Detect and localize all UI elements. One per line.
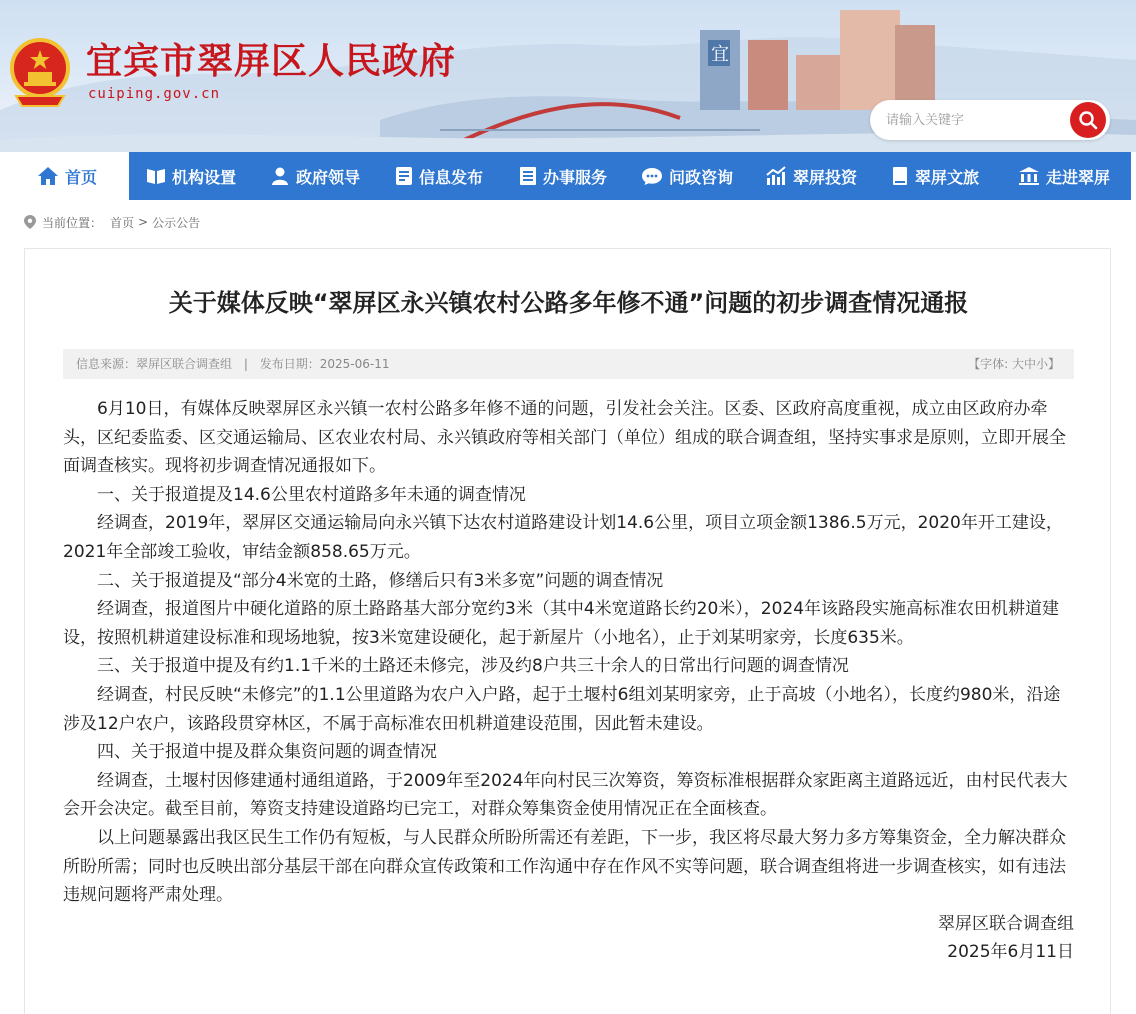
meta-divider: | [243,357,248,371]
site-domain: cuiping.gov.cn [88,86,221,102]
font-size-control[interactable]: 【字体: 大中小】 [968,357,1060,371]
document-icon [395,166,413,186]
book-icon [891,166,909,186]
location-pin-icon [24,215,36,229]
book-icon [146,167,166,185]
nav-item-label: 政府领导 [295,167,360,187]
breadcrumb-separator: > [138,215,149,229]
home-icon [37,166,59,186]
article-section-heading: 三、关于报道中提及有约1.1千米的土路还未修完，涉及约8户共三十余人的日常出行问题的调查情况 [97,656,849,677]
nav-item-label: 信息发布 [418,167,483,187]
search-input[interactable] [886,110,1066,130]
article-section-heading: 一、关于报道提及14.6公里农村道路多年未通的调查情况 [97,484,526,505]
article-paragraph: 经调查，村民反映“未修完”的1.1公里道路为农户入户路，起于土堰村6组刘某明家旁，止于高坡（小地名），长度约980米，沿途涉及12户农户，该路段贯穿林区，不属于高标准农田机耕道建设范围，因此暂未建设。 [63,684,1061,734]
article-date: 发布日期：2025-06-11 [259,357,390,371]
article-body [63,395,1074,967]
article-section-heading: 四、关于报道中提及群众集资问题的调查情况 [97,742,437,763]
nav-item-label: 翠屏文旅 [914,167,979,187]
article-paragraph: 经调查，2019年，翠屏区交通运输局向永兴镇下达农村道路建设计划14.6公里，项目立项金额1386.5万元，2020年开工建设，2021年全部竣工验收，审结金额858.65万元。 [63,513,1063,562]
article-container [24,248,1111,1014]
article-paragraph: 经调查，土堰村因修建通村通组道路，于2009年至2024年向村民三次筹资，筹资标准根据群众家距离主道路远近，由村民代表大会开会决定。截至目前，筹资支持建设道路均已完工，对群众筹集资金使用情况正在全面核查。 [63,770,1068,820]
list-icon [519,166,537,186]
article-paragraph: 6月10日，有媒体反映翠屏区永兴镇一农村公路多年修不通的问题，引发社会关注。区委、区政府高度重视，成立由区政府办牵头，区纪委监委、区交通运输局、区农业农村局、永兴镇政府等相关部门（单位）组成的联合调查组，坚持实事求是原则，立即开展全面调查核实。现将初步调查情况通报如下。 [63,399,1066,477]
nav-item-home[interactable] [5,152,129,200]
article-section-heading: 二、关于报道提及“部分4米宽的土路，修缮后只有3米多宽”问题的调查情况 [97,570,664,591]
article-sign-date: 2025年6月11日 [947,942,1074,963]
search-button[interactable] [1070,102,1106,138]
chat-icon [641,166,663,186]
nav-item-label: 翠屏投资 [792,167,857,187]
search-box [870,100,1110,140]
svg-text:宜: 宜 [711,44,729,65]
article-paragraph: 以上问题暴露出我区民生工作仍有短板，与人民群众所盼所需还有差距，下一步，我区将尽最大努力多方筹集资金，全力解决群众所盼所需；同时也反映出部分基层干部在向群众宣传政策和工作沟通中存在作风不实等问题，联合调查组将进一步调查核实，如有违法违规问题将严肃处理。 [63,827,1066,906]
national-emblem-icon [8,36,72,108]
article-source: 信息来源：翠屏区联合调查组 [76,357,233,371]
header-banner [0,0,1136,152]
nav-item-label: 问政咨询 [668,167,733,187]
nav-item-label: 机构设置 [171,167,236,187]
breadcrumb-prefix: 当前位置： [42,215,103,230]
nav-item-culture-tourism[interactable] [873,152,997,200]
chart-icon [765,166,787,186]
nav-item-services[interactable] [501,152,625,200]
nav-item-leaders[interactable] [253,152,377,200]
user-icon [270,166,290,186]
main-nav [5,152,1131,200]
nav-item-label: 走进翠屏 [1045,167,1110,187]
breadcrumb-home-link[interactable]: 首页 [110,215,135,230]
article-title: 关于媒体反映“翠屏区永兴镇农村公路多年修不通”问题的初步调查情况通报 [168,289,969,317]
nav-item-about[interactable] [997,152,1131,200]
nav-item-consult[interactable] [625,152,749,200]
nav-item-label: 办事服务 [542,167,607,187]
breadcrumb-current-link[interactable]: 公示公告 [152,215,201,230]
nav-item-organization[interactable] [129,152,253,200]
nav-item-investment[interactable] [749,152,873,200]
nav-item-news[interactable] [377,152,501,200]
article-paragraph: 经调查，报道图片中硬化道路的原土路路基大部分宽约3米（其中4米宽道路长约20米），2024年该路段实施高标准农田机耕道建设，按照机耕道建设标准和现场地貌，按3米宽建设硬化，起于新屋片（小地名），止于刘某明家旁，长度635米。 [63,599,1060,648]
article-signature: 翠屏区联合调查组 [938,913,1074,934]
site-title[interactable]: 宜宾市翠屏区人民政府 [86,41,457,82]
nav-item-label: 首页 [64,167,97,187]
search-icon [1078,110,1098,130]
building-icon [1018,166,1040,186]
breadcrumb [24,213,200,231]
article-meta-bar [63,349,1074,379]
